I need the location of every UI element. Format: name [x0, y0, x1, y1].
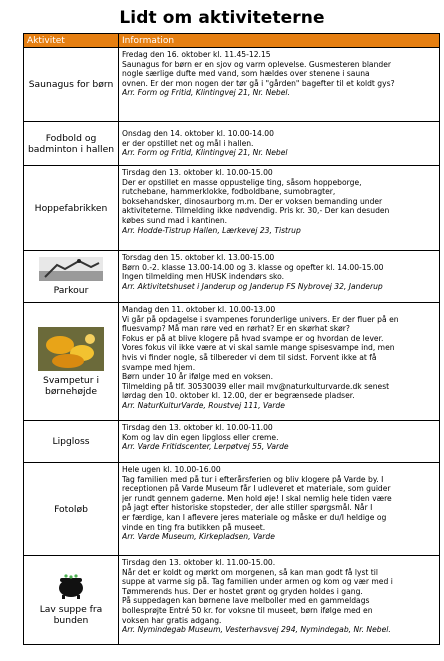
info-line: Børn 0.-2. klasse 13.00-14.00 og 3. klasse og opefter kl. 14.00-15.00	[122, 262, 384, 272]
information-cell	[119, 556, 440, 645]
info-line: Vi går på opdagelse i svampenes forunderlige univers. Er der fluer på en	[122, 314, 399, 324]
organizer-line: Arr. Nymindegab Museum, Vesterhavsvej 294, Nymindegab, Nr. Nebel.	[122, 625, 391, 635]
activity-cell	[24, 48, 119, 122]
info-line: suppe at varme sig på. Tag familien under armen og kom og vær med i	[122, 577, 393, 587]
info-line: receptionen på Varde Museum får I udleveret et materiale, som guider	[122, 484, 391, 494]
info-line: bollesprøjte Entré 50 kr. for voksne til museet, børn ifølge med en	[122, 605, 373, 615]
info-line: hvis vi finder nogle, så tilbereder vi dem til sidst. Forvent ikke at få	[122, 352, 377, 362]
info-line: Tag familien med på tur i efterårsferien og bliv klogere på Varde by. I	[122, 474, 384, 484]
page-title: Lidt om aktiviteterne	[119, 8, 325, 28]
activity-name: Parkour	[53, 285, 89, 296]
info-line: På suppedagen kan børnene lave melboller med en gammeldags	[122, 596, 370, 606]
organizer-line: Arr. Form og Fritid, Klintingvej 21, Nr. Nebel	[122, 148, 288, 158]
info-line: Der er opstillet en masse oppustelige ting, såsom hoppeborge,	[122, 177, 362, 187]
activity-name: Saunagus for børn	[28, 79, 114, 90]
activity-cell	[24, 303, 119, 421]
info-line: Onsdag den 14. oktober kl. 10.00-14.00	[122, 129, 274, 139]
organizer-line: Arr. Aktivitetshuset i Janderup og Janderup FS Nybrovej 32, Janderup	[122, 281, 383, 291]
activity-cell	[24, 421, 119, 463]
organizer-line: Arr. NaturKulturVarde, Roustvej 111, Varde	[122, 400, 285, 410]
cauldron-icon	[56, 574, 86, 600]
info-line: fluesvamp? Må man røre ved en rørhat? Er en skørhat skør?	[122, 324, 350, 334]
info-line: Hele ugen kl. 10.00-16.00	[122, 465, 221, 474]
table-header-row	[24, 34, 440, 48]
info-line: Torsdag den 15. oktober kl. 13.00-15.00	[122, 253, 275, 262]
activity-cell	[24, 463, 119, 556]
organizer-line: Arr. Form og Fritid, Klintingvej 21, Nr. Nebel.	[122, 88, 290, 98]
table-row	[24, 166, 440, 251]
activity-name: Lipgloss	[52, 436, 90, 447]
info-line: Når det er koldt og mørkt om morgenen, så kan man godt få lyst til	[122, 567, 379, 577]
organizer-line: Arr. Varde Fritidscenter, Lerpøtvej 55, Varde	[122, 442, 289, 452]
info-line: Børn under 10 år ifølge med en voksen.	[122, 372, 274, 382]
activity-cell	[24, 251, 119, 303]
table-row	[24, 48, 440, 122]
info-line: svampe med hjem.	[122, 362, 196, 372]
activity-cell	[24, 166, 119, 251]
info-line: Ingen tilmelding men HUSK indendørs sko.	[122, 272, 285, 282]
info-line: Fredag den 16. oktober kl. 11.45-12.15	[122, 50, 271, 59]
table-row	[24, 463, 440, 556]
activity-name: Fodbold og badminton i hallen	[27, 132, 115, 155]
info-line: købes sund mad i kantinen.	[122, 215, 228, 225]
info-line: Tirsdag den 13. oktober kl. 10.00-11.00	[122, 423, 273, 432]
activity-cell	[24, 122, 119, 166]
info-line: ovnen. Er der mon nogen der tør gå i "gården" bagefter til et koldt gys?	[122, 78, 395, 88]
information-cell	[119, 463, 440, 556]
information-cell	[119, 122, 440, 166]
info-line: Tømmerends hus. Der er hostet grønt og gryden holdes i gang.	[122, 586, 363, 596]
info-line: lørdag den 10. oktober kl. 12.00, der er begrænsede pladser.	[122, 391, 355, 401]
info-line: vinde en ting fra butikken på museet.	[122, 522, 266, 532]
information-cell	[119, 166, 440, 251]
info-line: nogle særlige dufte med vand, som hældes over stenene i sauna	[122, 69, 370, 79]
info-line: Mandag den 11. oktober kl. 10.00-13.00	[122, 305, 276, 314]
activities-table	[23, 33, 440, 645]
table-row	[24, 122, 440, 166]
info-line: Fokus er på at blive klogere på hvad svampe er og hvordan de lever.	[122, 333, 384, 343]
info-line: Saunagus for børn er en sjov og varm oplevelse. Gusmesteren blander	[122, 59, 392, 69]
information-cell	[119, 48, 440, 122]
info-line: Tirsdag den 13. oktober kl. 11.00-15.00.	[122, 558, 276, 567]
activity-name: Fotoløb	[54, 503, 88, 515]
table-row	[24, 251, 440, 303]
organizer-line: Arr. Hodde-Tistrup Hallen, Lærkevej 23, Tistrup	[122, 225, 301, 235]
activity-name: Hoppefabrikken	[34, 202, 108, 214]
info-line: rutchebane, hammerklokke, fodboldbane, sumobragter,	[122, 187, 336, 197]
table-row	[24, 556, 440, 645]
information-cell	[119, 421, 440, 463]
info-line: på jagt efter historiske stopsteder, der alle stiller spørgsmål. Når I	[122, 503, 373, 513]
information-cell	[119, 303, 440, 421]
table-row	[24, 303, 440, 421]
activity-name: Svampetur i børnehøjde	[42, 374, 99, 397]
table-row	[24, 421, 440, 463]
info-line: Vores fokus vil ikke være at vi skal samle mange spisesvampe ind, men	[122, 343, 395, 353]
column-header-activity: Aktivitet	[24, 34, 119, 48]
information-cell	[119, 251, 440, 303]
activity-name: Lav suppe fra bunden	[39, 604, 103, 626]
info-line: Tilmelding på tlf. 30530039 eller mail mv@naturkulturvarde.dk senest	[122, 381, 390, 391]
column-header-information: Information	[119, 34, 440, 48]
info-line: Tirsdag den 13. oktober kl. 10.00-15.00	[122, 168, 273, 177]
organizer-line: Arr. Varde Museum, Kirkepladsen, Varde	[122, 532, 275, 542]
info-line: jer rundt gennem gaderne. Men hold øje! I skal nemlig hele tiden være	[122, 493, 392, 503]
info-line: voksen har gratis adgang.	[122, 615, 222, 625]
info-line: boksehandsker, dinosaurborg m.m. Der er voksen bemanding under	[122, 196, 383, 206]
info-line: Kom og lav din egen lipgloss eller creme.	[122, 432, 279, 442]
activity-cell	[24, 556, 119, 645]
info-line: er der opstillet net og mål i hallen.	[122, 138, 254, 148]
parkour-photo	[39, 257, 103, 281]
info-line: er færdige, kan I aflevere jeres materiale og måske er du/I heldige og	[122, 512, 387, 522]
info-line: aktiviteterne. Tilmelding ikke nødvendig. Pris kr. 30,- Der kan desuden	[122, 206, 390, 216]
mushroom-photo	[38, 327, 104, 371]
